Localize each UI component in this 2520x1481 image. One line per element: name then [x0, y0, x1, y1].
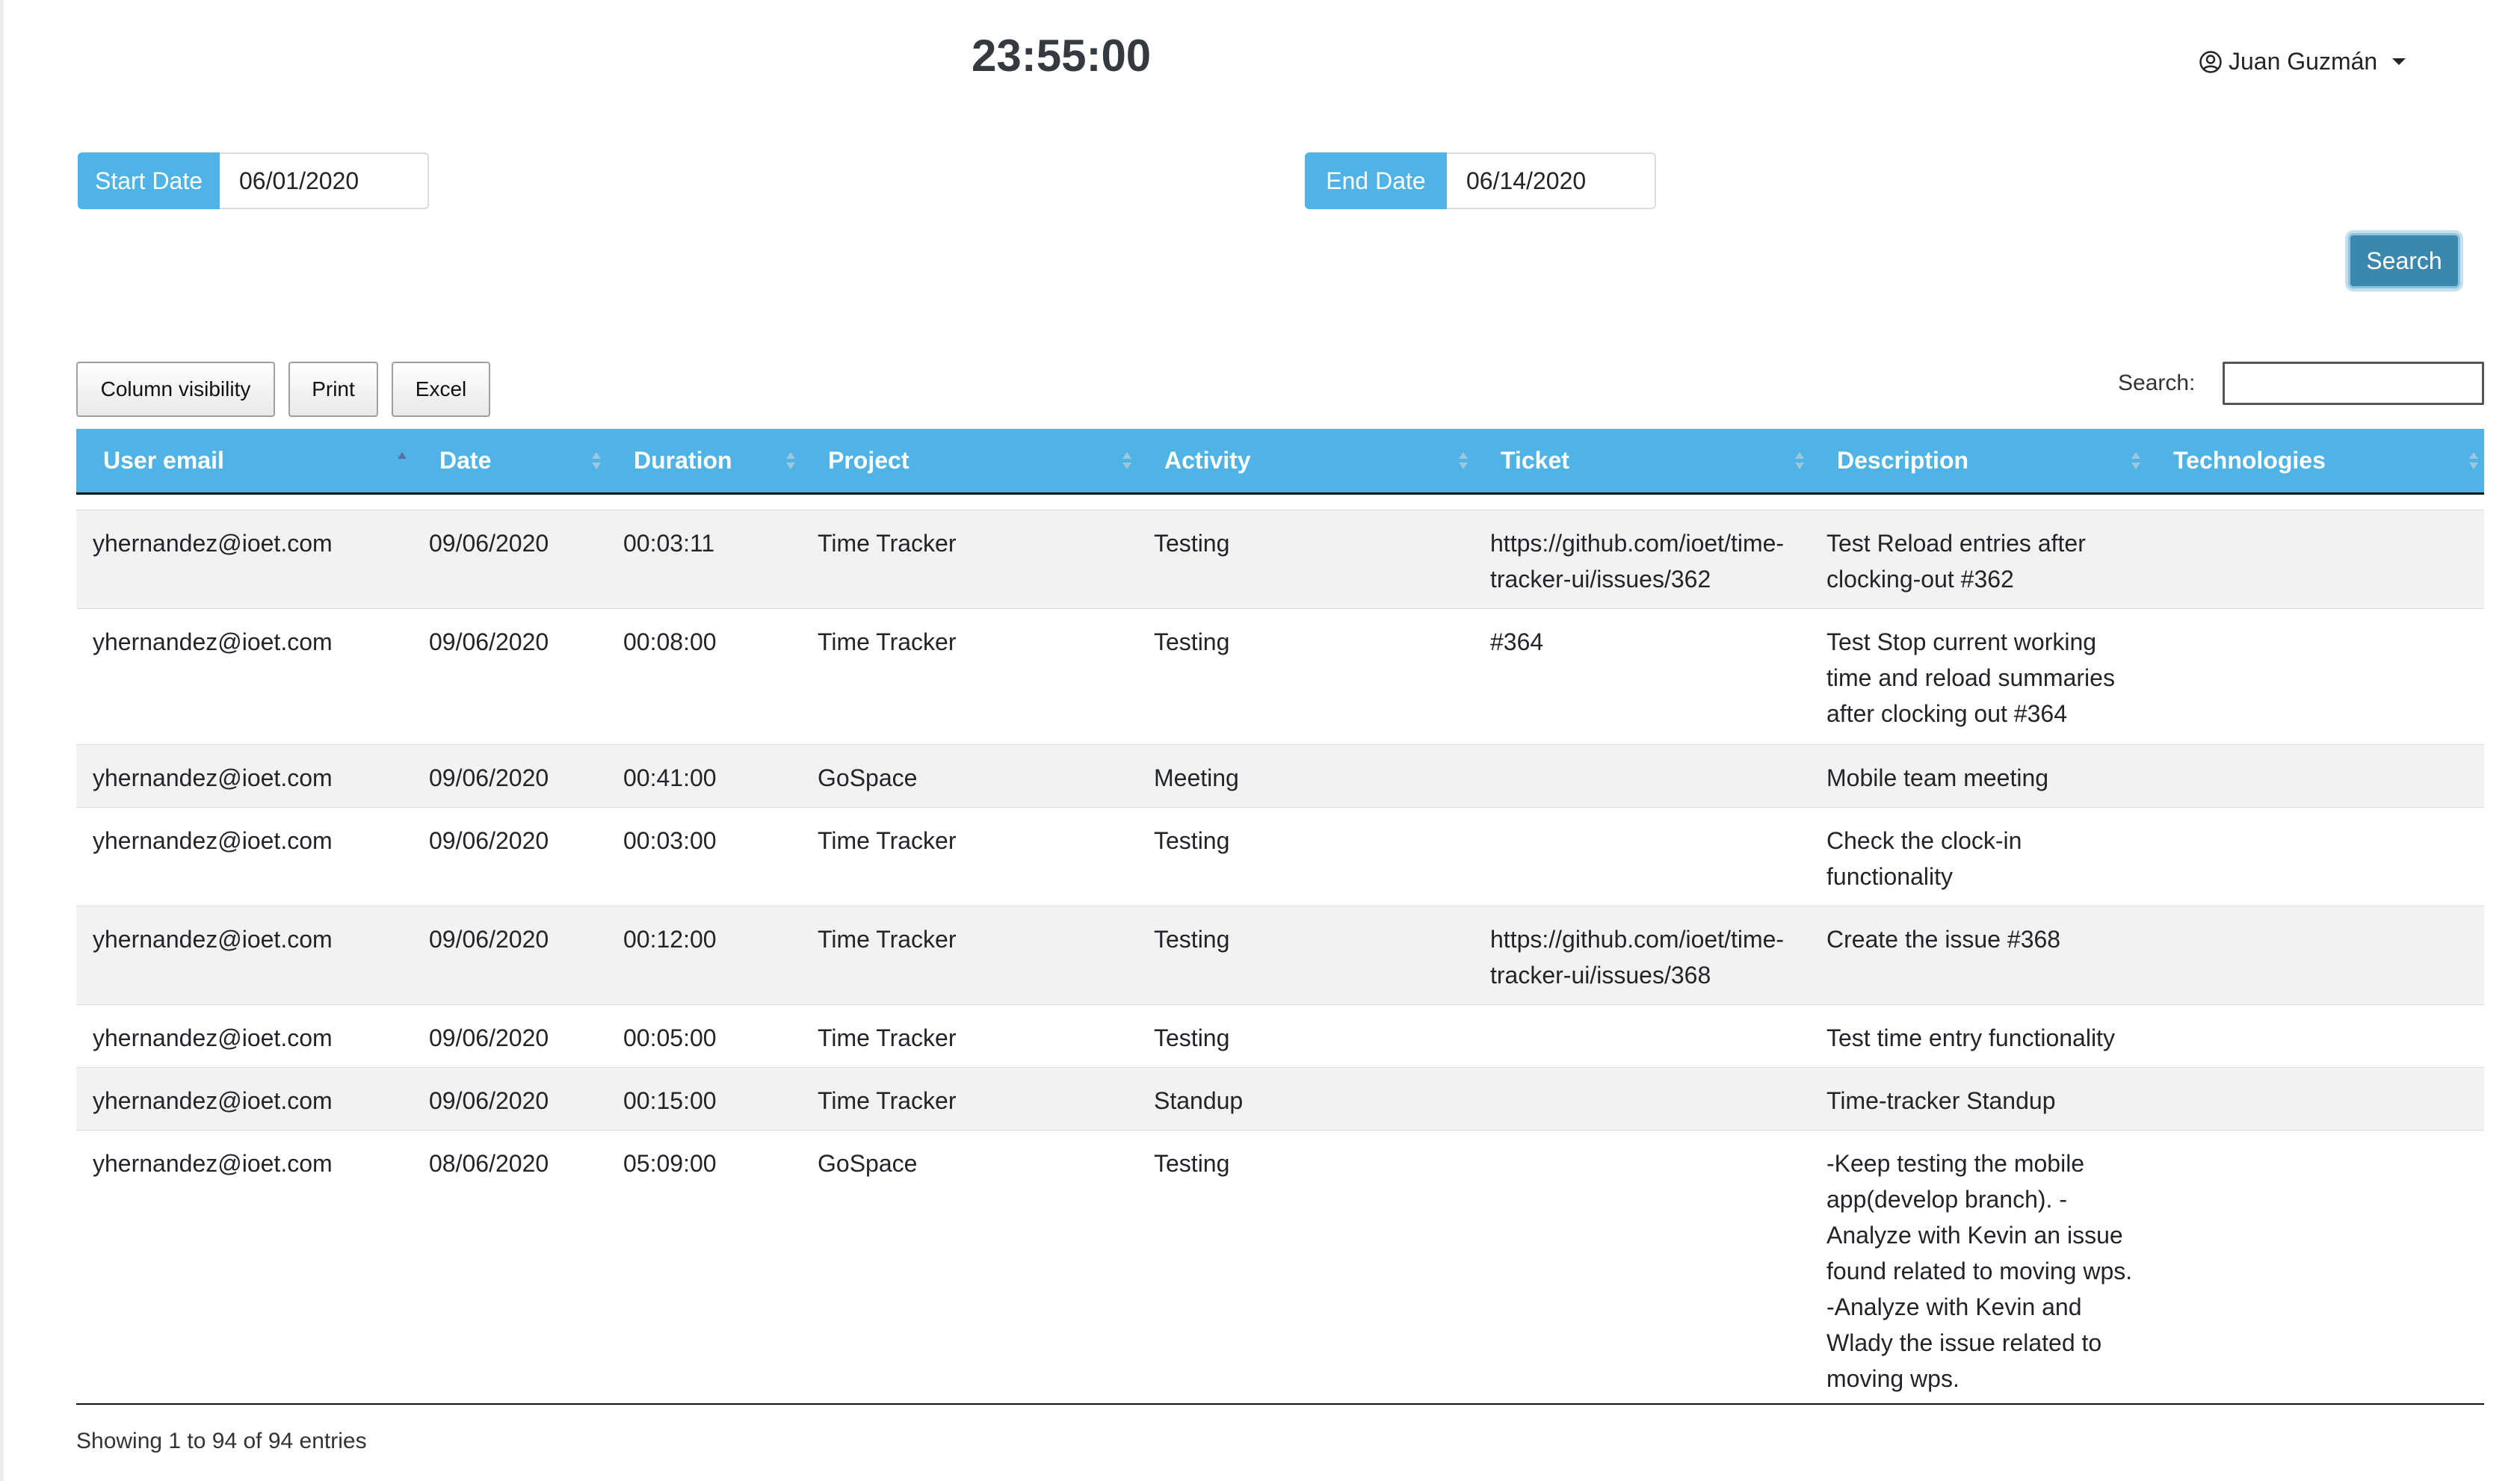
cell-user: yhernandez@ioet.com	[93, 628, 333, 655]
table-row	[76, 906, 2484, 1004]
table-row	[76, 608, 2484, 744]
cell-project: Time Tracker	[818, 1024, 957, 1051]
user-name: Juan Guzmán	[2229, 48, 2378, 75]
search-button[interactable]: Search	[2348, 233, 2460, 288]
cell-activity: Testing	[1154, 1024, 1230, 1051]
sort-icon	[1459, 452, 1468, 470]
cell-project: GoSpace	[818, 764, 918, 791]
table-row	[76, 1067, 2484, 1130]
column-header-label: User email	[103, 447, 224, 474]
end-date-input[interactable]: 06/14/2020	[1447, 152, 1656, 209]
cell-project: GoSpace	[818, 1150, 918, 1177]
excel-button[interactable]: Excel	[392, 362, 490, 417]
cell-activity: Testing	[1154, 926, 1230, 953]
cell-date: 09/06/2020	[429, 1087, 549, 1114]
table-body-gap	[76, 495, 2484, 510]
end-date-group	[1305, 152, 1656, 209]
sort-icon	[2131, 452, 2140, 470]
cell-description: Check the clock-in functionality	[1826, 827, 2022, 890]
table-bottom-border	[76, 1403, 2484, 1405]
cell-duration: 00:15:00	[623, 1087, 717, 1114]
table-row	[76, 510, 2484, 608]
cell-date: 08/06/2020	[429, 1150, 549, 1177]
cell-ticket: https://github.com/ioet/time-tracker-ui/issues/362	[1490, 530, 1785, 593]
cell-project: Time Tracker	[818, 628, 957, 655]
table-body	[76, 510, 2484, 1406]
table-info: Showing 1 to 94 of 94 entries	[76, 1429, 367, 1453]
cell-duration: 00:03:00	[623, 827, 717, 854]
sort-icon	[786, 452, 795, 470]
cell-date: 09/06/2020	[429, 628, 549, 655]
end-date-label: End Date	[1305, 152, 1447, 209]
sort-icon	[2469, 452, 2478, 470]
cell-user: yhernandez@ioet.com	[93, 1087, 333, 1114]
cell-project: Time Tracker	[818, 530, 957, 557]
table-row	[76, 1004, 2484, 1067]
cell-user: yhernandez@ioet.com	[93, 926, 333, 953]
column-header-ticket[interactable]	[1474, 429, 1810, 492]
window-edge	[0, 0, 4, 1481]
cell-user: yhernandez@ioet.com	[93, 1150, 333, 1177]
cell-description: -Keep testing the mobile app(develop branch). -Analyze with Kevin an issue found related to moving wps. -Analyze with Kevin and Wlady the issue related to moving wps.	[1826, 1150, 2133, 1392]
cell-duration: 00:03:11	[623, 530, 715, 557]
table-search-label: Search:	[2118, 371, 2196, 395]
column-visibility-button[interactable]: Column visibility	[76, 362, 275, 417]
cell-activity: Testing	[1154, 1150, 1230, 1177]
cell-date: 09/06/2020	[429, 1024, 549, 1051]
sort-icon	[1795, 452, 1804, 470]
column-header-duration[interactable]	[607, 429, 801, 492]
start-date-label: Start Date	[78, 152, 220, 209]
cell-duration: 00:08:00	[623, 628, 717, 655]
cell-date: 09/06/2020	[429, 926, 549, 953]
column-header-label: Activity	[1164, 447, 1251, 474]
table-row	[76, 1130, 2484, 1406]
column-header-description[interactable]	[1810, 429, 2146, 492]
cell-project: Time Tracker	[818, 1087, 957, 1114]
cell-activity: Standup	[1154, 1087, 1244, 1114]
user-circle-icon	[2199, 50, 2223, 74]
table-header	[76, 429, 2484, 495]
time-entries-table	[76, 429, 2484, 1406]
cell-description: Test time entry functionality	[1826, 1024, 2115, 1051]
cell-user: yhernandez@ioet.com	[93, 764, 333, 791]
cell-user: yhernandez@ioet.com	[93, 530, 333, 557]
column-header-label: Duration	[634, 447, 732, 474]
column-header-label: Description	[1837, 447, 1969, 474]
column-header-label: Technologies	[2173, 447, 2326, 474]
column-header-label: Date	[439, 447, 492, 474]
start-date-input[interactable]: 06/01/2020	[220, 152, 429, 209]
cell-project: Time Tracker	[818, 827, 957, 854]
cell-description: Mobile team meeting	[1826, 764, 2049, 791]
sort-icon	[1122, 452, 1131, 470]
column-header-label: Project	[828, 447, 910, 474]
clock-display: 23:55:00	[972, 31, 1152, 81]
cell-duration: 00:05:00	[623, 1024, 717, 1051]
cell-user: yhernandez@ioet.com	[93, 827, 333, 854]
cell-project: Time Tracker	[818, 926, 957, 953]
table-row	[76, 744, 2484, 807]
sort-icon	[592, 452, 601, 470]
cell-date: 09/06/2020	[429, 827, 549, 854]
cell-description: Time-tracker Standup	[1826, 1087, 2056, 1114]
print-button[interactable]: Print	[288, 362, 378, 417]
cell-activity: Meeting	[1154, 764, 1239, 791]
cell-activity: Testing	[1154, 827, 1230, 854]
chevron-down-icon	[2392, 58, 2406, 65]
column-header-user[interactable]	[76, 429, 413, 492]
column-header-project[interactable]	[801, 429, 1137, 492]
cell-date: 09/06/2020	[429, 530, 549, 557]
column-header-label: Ticket	[1501, 447, 1569, 474]
table-row	[76, 807, 2484, 906]
table-search-input[interactable]	[2223, 362, 2484, 405]
cell-description: Test Reload entries after clocking-out #362	[1826, 530, 2086, 593]
cell-activity: Testing	[1154, 628, 1230, 655]
cell-ticket: #364	[1490, 628, 1544, 655]
column-header-technologies[interactable]	[2146, 429, 2484, 492]
cell-user: yhernandez@ioet.com	[93, 1024, 333, 1051]
column-header-date[interactable]	[413, 429, 607, 492]
cell-duration: 00:41:00	[623, 764, 717, 791]
cell-description: Test Stop current working time and reload summaries after clocking out #364	[1826, 628, 2115, 727]
cell-activity: Testing	[1154, 530, 1230, 557]
cell-description: Create the issue #368	[1826, 926, 2061, 953]
cell-duration: 00:12:00	[623, 926, 717, 953]
start-date-group	[78, 152, 429, 209]
column-header-activity[interactable]	[1137, 429, 1474, 492]
cell-date: 09/06/2020	[429, 764, 549, 791]
cell-duration: 05:09:00	[623, 1150, 717, 1177]
user-menu[interactable]	[2199, 48, 2406, 75]
sort-ascending-icon	[398, 452, 407, 470]
cell-ticket: https://github.com/ioet/time-tracker-ui/issues/368	[1490, 926, 1785, 989]
